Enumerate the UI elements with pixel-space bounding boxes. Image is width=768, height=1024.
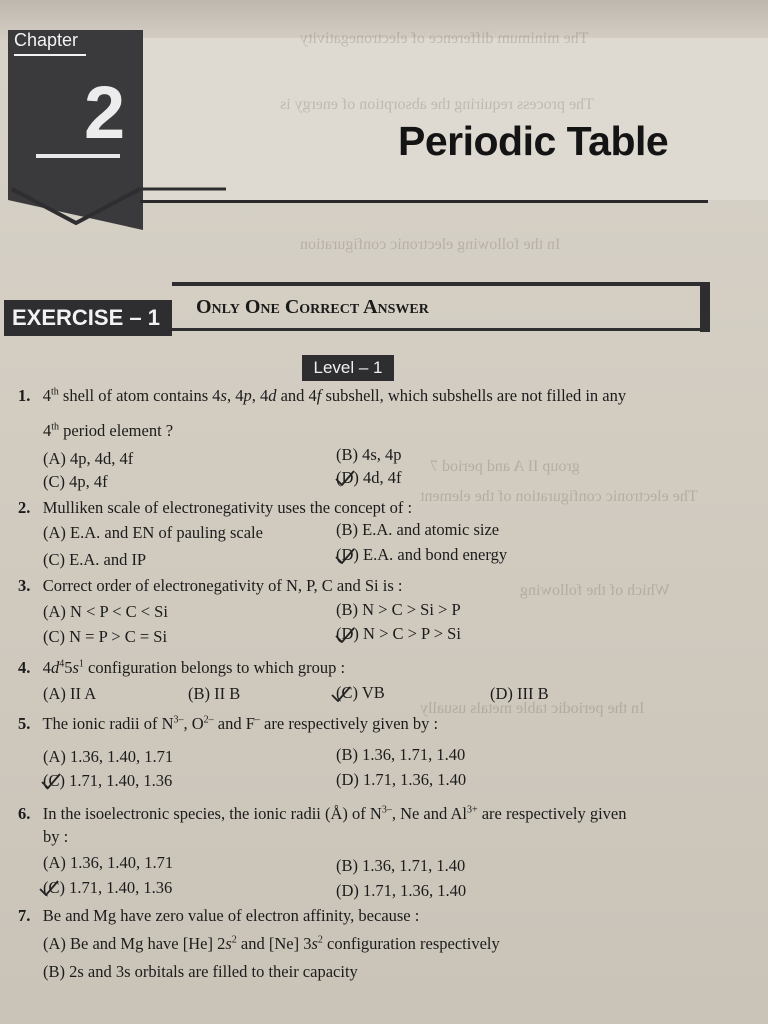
question-4-stem xyxy=(18,658,345,678)
answer-tick-mark xyxy=(38,880,60,896)
bleed-through-text: group II A and period 7 xyxy=(430,458,580,475)
answer-tick-mark xyxy=(330,686,352,702)
question-3-stem xyxy=(18,576,402,596)
question-5-stem xyxy=(18,714,438,734)
option-a[interactable]: (A) 4p, 4d, 4f xyxy=(43,449,134,468)
answer-tick-mark xyxy=(334,548,356,564)
bleed-through-text: In the following electronic configuration xyxy=(300,236,561,253)
option-a[interactable]: (A) N < P < C < Si xyxy=(43,602,168,621)
bleed-through-text: The minimum difference of electronegativity xyxy=(300,30,589,47)
option-c[interactable]: (C) 1.71, 1.40, 1.36 xyxy=(43,771,173,790)
option-d[interactable]: (D) N > C > P > Si xyxy=(336,624,461,643)
bleed-through-text: In the periodic table metals usually xyxy=(420,700,645,717)
option-a[interactable]: (A) E.A. and EN of pauling scale xyxy=(43,523,263,542)
question-number: 4. xyxy=(18,658,31,677)
option-d[interactable]: (D) III B xyxy=(490,684,549,703)
bleed-through-text: The electronic configuration of the element xyxy=(420,488,698,505)
chapter-label: Chapter xyxy=(14,30,79,50)
question-number: 6. xyxy=(18,804,31,823)
question-1-stem xyxy=(18,386,626,406)
option-b[interactable]: (B) 1.36, 1.71, 1.40 xyxy=(336,745,466,764)
question-number: 7. xyxy=(18,906,31,925)
bleed-through-text: The process requiring the absorption of energy is xyxy=(280,96,594,113)
question-text: 4th shell of atom contains 4s, 4p, 4d and 4f subshell, which subshells are not filled in any xyxy=(42,386,627,405)
question-number: 2. xyxy=(18,498,31,517)
exercise-heading: Only One Correct Answer xyxy=(196,296,429,318)
exercise-frame-bottom xyxy=(172,328,710,331)
question-text: Mulliken scale of electronegativity uses the concept of : xyxy=(42,498,413,517)
question-text: Be and Mg have zero value of electron affinity, because : xyxy=(42,906,420,925)
exercise-frame-right xyxy=(700,282,710,332)
title-rule xyxy=(140,200,708,203)
question-text: The ionic radii of $N^{3-}$, $O^{2-}$ and F– are respectively given by : xyxy=(42,714,439,733)
question-6-stem xyxy=(18,804,627,824)
level-badge: Level – 1 xyxy=(302,355,394,381)
option-b[interactable]: (B) 4s, 4p xyxy=(336,445,402,464)
option-a[interactable]: (A) 1.36, 1.40, 1.71 xyxy=(43,747,174,766)
option-c[interactable]: (C) 4p, 4f xyxy=(43,472,108,491)
chapter-rule xyxy=(36,154,120,158)
option-c[interactable]: (C) VB xyxy=(336,683,385,702)
option-c[interactable]: (C) N = P > C = Si xyxy=(43,627,168,646)
question-number: 5. xyxy=(18,714,31,733)
chapter-chevron-decoration xyxy=(8,185,228,225)
answer-tick-mark xyxy=(334,470,356,486)
question-1-stem-line2: 4th period element ? xyxy=(43,421,174,440)
question-text: $4d^45s^1$ configuration belongs to which group : xyxy=(42,658,346,677)
question-number: 1. xyxy=(18,386,31,405)
option-d[interactable]: (D) 4d, 4f xyxy=(336,468,402,487)
option-b[interactable]: (B) E.A. and atomic size xyxy=(336,520,500,539)
option-d[interactable]: (D) E.A. and bond energy xyxy=(336,545,508,564)
question-7-stem xyxy=(18,906,419,926)
chapter-underline xyxy=(14,54,86,56)
option-b[interactable]: (B) II B xyxy=(188,684,241,703)
option-b[interactable]: (B) 1.36, 1.71, 1.40 xyxy=(336,856,466,875)
option-b[interactable]: (B) 2s and 3s orbitals are filled to their capacity xyxy=(43,962,358,981)
question-6-stem-line2: by : xyxy=(43,827,69,846)
option-b[interactable]: (B) N > C > Si > P xyxy=(336,600,461,619)
question-number: 3. xyxy=(18,576,31,595)
answer-tick-mark xyxy=(334,627,356,643)
question-2-stem xyxy=(18,498,412,518)
bleed-through-text: Which of the following xyxy=(520,582,670,599)
chapter-number: 2 xyxy=(84,71,126,154)
option-a[interactable]: (A) Be and Mg have [He] $2s^2$ and [Ne] $3s^2$ configuration respectively xyxy=(43,934,500,953)
question-text: Correct order of electronegativity of N, P, C and Si is : xyxy=(42,576,403,595)
option-c[interactable]: (C) 1.71, 1.40, 1.36 xyxy=(43,878,173,897)
exercise-label: EXERCISE – 1 xyxy=(12,305,160,330)
option-a[interactable]: (A) 1.36, 1.40, 1.71 xyxy=(43,853,174,872)
exercise-frame-top xyxy=(172,282,710,286)
option-d[interactable]: (D) 1.71, 1.36, 1.40 xyxy=(336,881,467,900)
answer-tick-mark xyxy=(40,773,62,789)
page-title: Periodic Table xyxy=(398,118,669,164)
option-d[interactable]: (D) 1.71, 1.36, 1.40 xyxy=(336,770,467,789)
option-c[interactable]: (C) E.A. and IP xyxy=(43,550,147,569)
option-a[interactable]: (A) II A xyxy=(43,684,97,703)
question-text: In the isoelectronic species, the ionic radii (Å) of $N^{3-}$, Ne and $Al^{3+}$ are respectively given xyxy=(42,804,627,823)
